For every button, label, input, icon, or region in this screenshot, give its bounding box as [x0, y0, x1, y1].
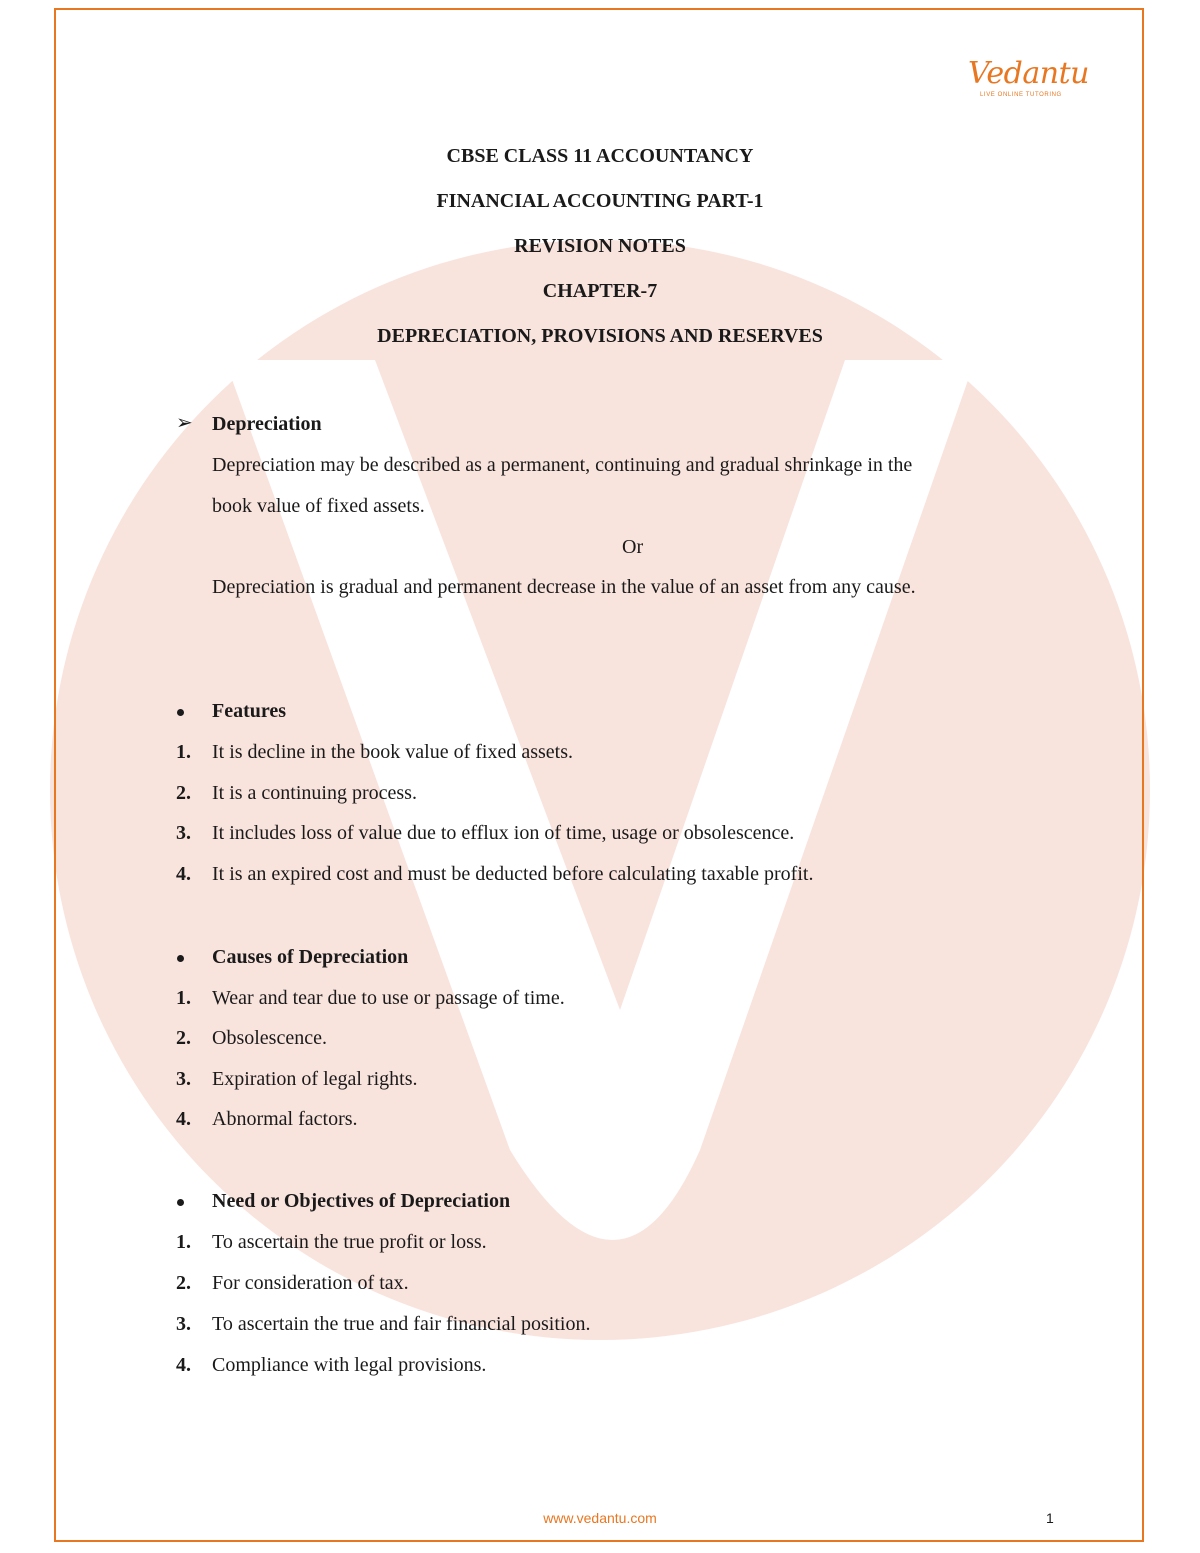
footer-website-link[interactable]: www.vedantu.com: [543, 1510, 657, 1526]
definition-or: Or: [622, 536, 644, 558]
list-number: 2.: [176, 1027, 191, 1049]
list-number: 3.: [176, 1068, 191, 1090]
list-item: Compliance with legal provisions.: [212, 1354, 487, 1376]
list-number: 3.: [176, 1313, 191, 1335]
list-number: 4.: [176, 863, 191, 885]
section-heading-depreciation: Depreciation: [212, 413, 322, 435]
title-board: CBSE CLASS 11 ACCOUNTANCY: [446, 145, 754, 167]
list-number: 2.: [176, 1272, 191, 1294]
definition-alt: Depreciation is gradual and permanent decrease in the value of an asset from any cause.: [212, 576, 916, 598]
section-heading-objectives: Need or Objectives of Depreciation: [212, 1190, 511, 1212]
list-item: To ascertain the true and fair financial position.: [212, 1313, 591, 1335]
definition-line-1: Depreciation may be described as a permanent, continuing and gradual shrinkage in the: [212, 454, 913, 476]
definition-line-2: book value of fixed assets.: [212, 495, 425, 517]
list-item: Obsolescence.: [212, 1027, 327, 1049]
list-number: 1.: [176, 1231, 191, 1253]
title-chapter: CHAPTER-7: [542, 280, 658, 302]
arrow-bullet-icon: ➢: [176, 412, 193, 434]
list-number: 4.: [176, 1354, 191, 1376]
section-heading-causes: Causes of Depreciation: [212, 946, 409, 968]
list-number: 1.: [176, 741, 191, 763]
title-notes: REVISION NOTES: [514, 235, 686, 257]
list-number: 2.: [176, 782, 191, 804]
page-number: 1: [1046, 1510, 1054, 1526]
list-item: It is an expired cost and must be deducted before calculating taxable profit.: [212, 863, 814, 885]
list-item: It is decline in the book value of fixed assets.: [212, 741, 574, 763]
list-item: Abnormal factors.: [212, 1108, 358, 1130]
title-topic: DEPRECIATION, PROVISIONS AND RESERVES: [377, 325, 823, 347]
bullet-icon: [177, 709, 184, 716]
bullet-icon: [177, 955, 184, 962]
list-item: It includes loss of value due to efflux ion of time, usage or obsolescence.: [212, 822, 795, 844]
list-number: 4.: [176, 1108, 191, 1130]
section-heading-features: Features: [212, 700, 287, 722]
vedantu-logo: [968, 58, 1088, 98]
list-item: It is a continuing process.: [212, 782, 417, 804]
list-number: 1.: [176, 987, 191, 1009]
list-item: For consideration of tax.: [212, 1272, 409, 1294]
list-number: 3.: [176, 822, 191, 844]
list-item: Expiration of legal rights.: [212, 1068, 418, 1090]
title-subject: FINANCIAL ACCOUNTING PART-1: [436, 190, 764, 212]
list-item: Wear and tear due to use or passage of time.: [212, 987, 565, 1009]
logo-tagline: LIVE ONLINE TUTORING: [980, 92, 1062, 98]
logo-wordmark: Vedantu: [968, 56, 1089, 91]
document-titles: [0, 142, 1200, 367]
bullet-icon: [177, 1199, 184, 1206]
list-item: To ascertain the true profit or loss.: [212, 1231, 487, 1253]
